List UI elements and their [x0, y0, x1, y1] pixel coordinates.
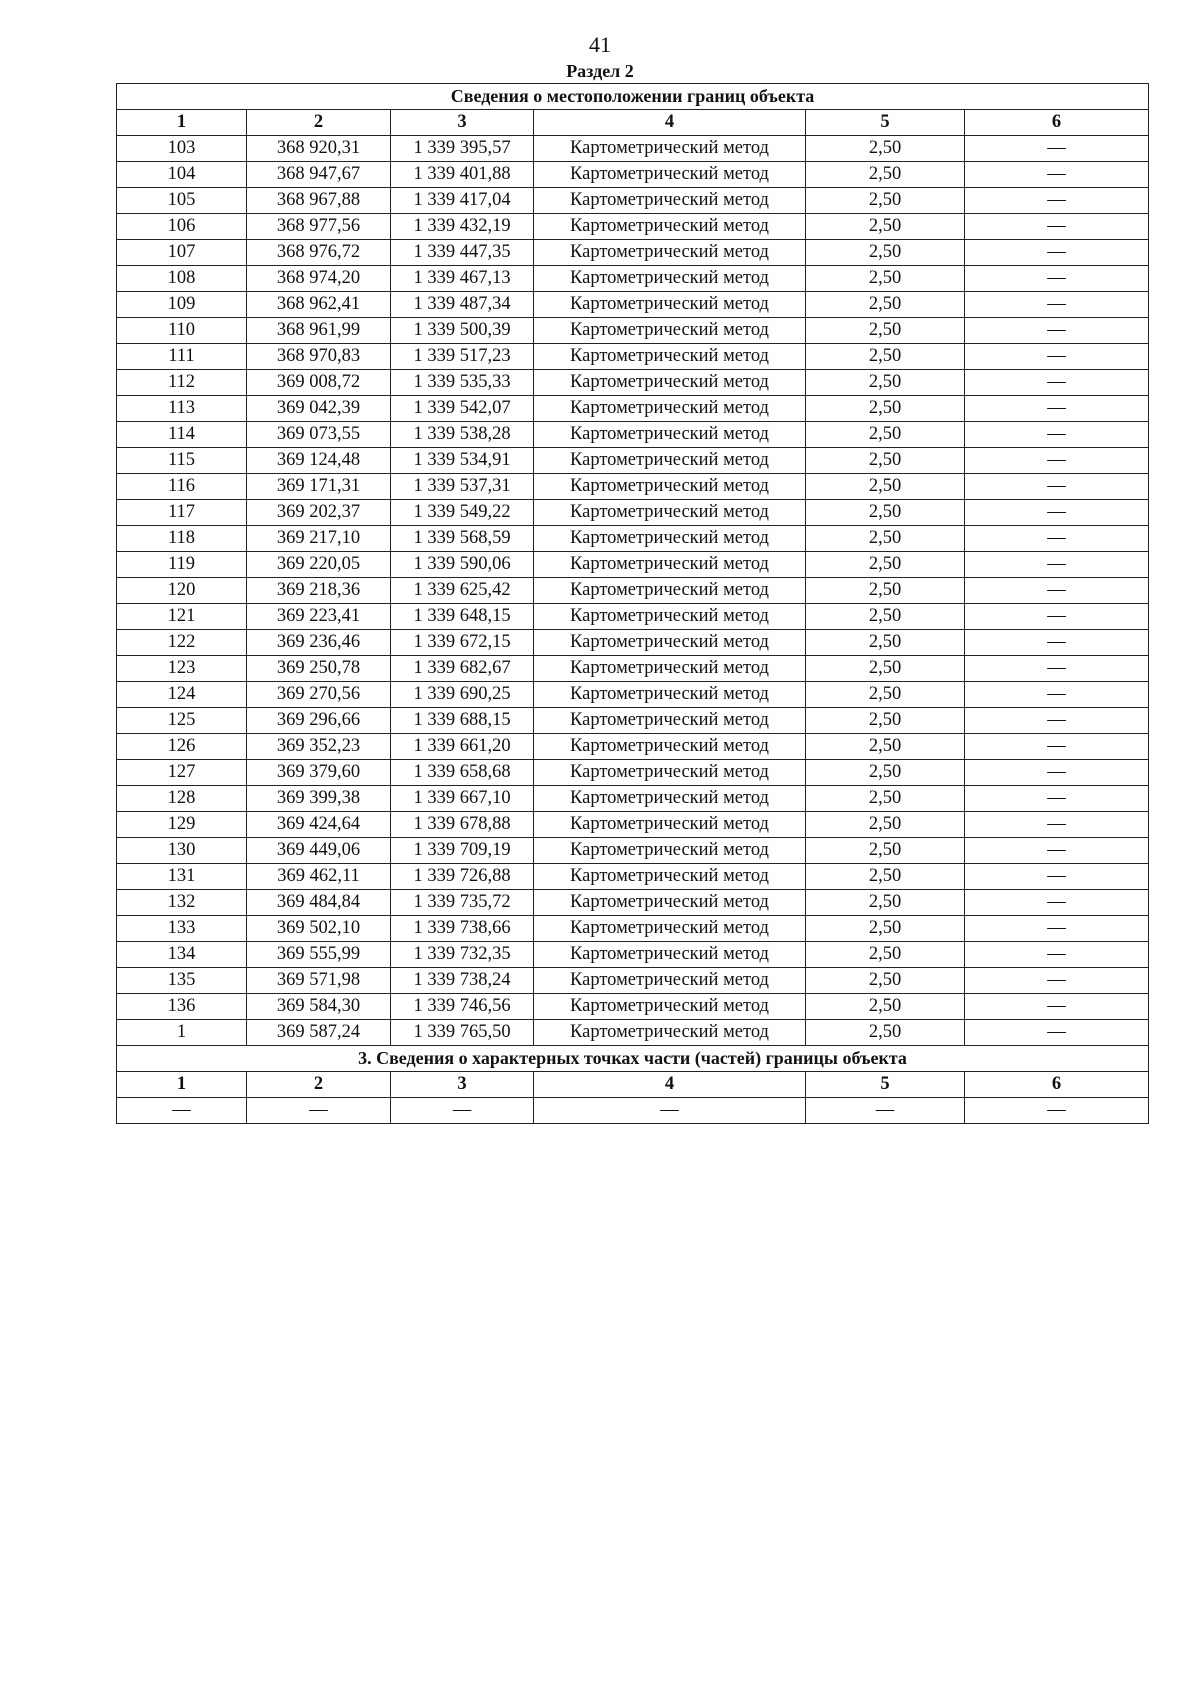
table-row [117, 188, 1149, 214]
table-cell: 121 [117, 604, 247, 630]
table-cell: 109 [117, 292, 247, 318]
table-cell: Картометрический метод [534, 474, 806, 500]
table-cell: 115 [117, 448, 247, 474]
table-cell: Картометрический метод [534, 1020, 806, 1046]
table-cell: 2,50 [806, 968, 965, 994]
table-cell: 369 202,37 [247, 500, 391, 526]
table-cell: 1 339 401,88 [391, 162, 534, 188]
table-cell: 120 [117, 578, 247, 604]
table-cell: 2,50 [806, 786, 965, 812]
page-number: 41 [589, 32, 611, 57]
table-cell: 1 339 667,10 [391, 786, 534, 812]
table-cell: 369 379,60 [247, 760, 391, 786]
table-cell: — [965, 838, 1149, 864]
table-cell: Картометрический метод [534, 318, 806, 344]
table-cell: 2,50 [806, 500, 965, 526]
table-cell: 369 217,10 [247, 526, 391, 552]
table-row [117, 526, 1149, 552]
table-cell: 134 [117, 942, 247, 968]
table-cell: Картометрический метод [534, 448, 806, 474]
table-cell: 1 339 678,88 [391, 812, 534, 838]
table-cell: 2,50 [806, 578, 965, 604]
table-cell: — [965, 916, 1149, 942]
table-cell: 2,50 [806, 136, 965, 162]
table-row [117, 708, 1149, 734]
table-row [117, 474, 1149, 500]
table-cell: 129 [117, 812, 247, 838]
table-cell: Картометрический метод [534, 734, 806, 760]
table-cell: 1 339 658,68 [391, 760, 534, 786]
table-cell: — [965, 734, 1149, 760]
table-cell: 2,50 [806, 760, 965, 786]
table-cell: 2,50 [806, 422, 965, 448]
table-cell: 2,50 [806, 656, 965, 682]
table-cell: 369 042,39 [247, 396, 391, 422]
table-cell: 2,50 [806, 214, 965, 240]
table-cell: Картометрический метод [534, 500, 806, 526]
table-cell: 126 [117, 734, 247, 760]
column-header: 5 [806, 110, 965, 136]
table-cell: — [965, 240, 1149, 266]
table-cell: Картометрический метод [534, 552, 806, 578]
table-cell: Картометрический метод [534, 630, 806, 656]
table-cell: Картометрический метод [534, 760, 806, 786]
table-row [117, 500, 1149, 526]
table-cell: 369 352,23 [247, 734, 391, 760]
table-row [117, 968, 1149, 994]
table-cell: 117 [117, 500, 247, 526]
table-row [117, 240, 1149, 266]
table-cell: 2,50 [806, 864, 965, 890]
table-cell: — [965, 994, 1149, 1020]
table-cell: Картометрический метод [534, 188, 806, 214]
table-cell: 1 339 688,15 [391, 708, 534, 734]
table-cell: — [965, 318, 1149, 344]
table-cell: 125 [117, 708, 247, 734]
table-row [117, 448, 1149, 474]
table-cell: 2,50 [806, 292, 965, 318]
table-cell: — [965, 760, 1149, 786]
table-cell: 2,50 [806, 344, 965, 370]
table-cell: 369 449,06 [247, 838, 391, 864]
table-cell: — [965, 422, 1149, 448]
table-cell: — [391, 1098, 534, 1124]
table-row [117, 890, 1149, 916]
table-cell: 2,50 [806, 318, 965, 344]
table-row [117, 760, 1149, 786]
table-row [117, 552, 1149, 578]
table-cell: Картометрический метод [534, 370, 806, 396]
table-cell: Картометрический метод [534, 682, 806, 708]
table-cell: — [965, 162, 1149, 188]
table-row [117, 656, 1149, 682]
table-cell: Картометрический метод [534, 812, 806, 838]
table-cell: 369 236,46 [247, 630, 391, 656]
boundary-table-body [117, 84, 1149, 1124]
table-cell: 1 339 517,23 [391, 344, 534, 370]
table-cell: 135 [117, 968, 247, 994]
table-cell: 107 [117, 240, 247, 266]
table-cell: 118 [117, 526, 247, 552]
table-cell: 2,50 [806, 552, 965, 578]
table-row [117, 994, 1149, 1020]
table-cell: 1 [117, 1020, 247, 1046]
table-cell: 1 339 735,72 [391, 890, 534, 916]
table-cell: 1 339 487,34 [391, 292, 534, 318]
section3-title-row [117, 1046, 1149, 1072]
table-cell: 132 [117, 890, 247, 916]
table-cell: 2,50 [806, 682, 965, 708]
table-cell: 1 339 661,20 [391, 734, 534, 760]
table-cell: — [965, 370, 1149, 396]
table-row [117, 266, 1149, 292]
table-cell: 1 339 625,42 [391, 578, 534, 604]
table-cell: 369 584,30 [247, 994, 391, 1020]
table-row [117, 682, 1149, 708]
table-row [117, 734, 1149, 760]
table-cell: Картометрический метод [534, 344, 806, 370]
table-title-row [117, 84, 1149, 110]
column-header: 1 [117, 110, 247, 136]
table-cell: 2,50 [806, 604, 965, 630]
table-cell: 1 339 738,24 [391, 968, 534, 994]
table-cell: 369 223,41 [247, 604, 391, 630]
table-cell: Картометрический метод [534, 578, 806, 604]
table-row [117, 864, 1149, 890]
table-cell: — [965, 136, 1149, 162]
table-cell: 369 502,10 [247, 916, 391, 942]
table-cell: 2,50 [806, 734, 965, 760]
table-cell: 136 [117, 994, 247, 1020]
table-cell: 116 [117, 474, 247, 500]
table-cell: 1 339 542,07 [391, 396, 534, 422]
table-row [117, 578, 1149, 604]
table-cell: 128 [117, 786, 247, 812]
table-cell: 369 571,98 [247, 968, 391, 994]
table-cell: 111 [117, 344, 247, 370]
table-cell: 2,50 [806, 162, 965, 188]
table-cell: 368 976,72 [247, 240, 391, 266]
table-cell: 369 073,55 [247, 422, 391, 448]
table-cell: Картометрический метод [534, 604, 806, 630]
table-cell: — [965, 344, 1149, 370]
table-cell: 119 [117, 552, 247, 578]
table-row [117, 370, 1149, 396]
table-cell: 1 339 395,57 [391, 136, 534, 162]
table-row [117, 1098, 1149, 1124]
table-cell: 2,50 [806, 474, 965, 500]
table-row [117, 838, 1149, 864]
table-cell: 1 339 709,19 [391, 838, 534, 864]
table-cell: Картометрический метод [534, 942, 806, 968]
column-header: 4 [534, 1072, 806, 1098]
table-cell: 1 339 417,04 [391, 188, 534, 214]
table-cell: 2,50 [806, 994, 965, 1020]
column-header: 6 [965, 1072, 1149, 1098]
table-cell: — [965, 448, 1149, 474]
table-cell: 2,50 [806, 838, 965, 864]
table-cell: Картометрический метод [534, 266, 806, 292]
table-cell: 1 339 682,67 [391, 656, 534, 682]
table-cell: 1 339 738,66 [391, 916, 534, 942]
table-cell: — [965, 708, 1149, 734]
table-cell: 1 339 672,15 [391, 630, 534, 656]
table-cell: — [965, 188, 1149, 214]
table-cell: Картометрический метод [534, 656, 806, 682]
section-label: Раздел 2 [566, 61, 634, 81]
table-cell: 1 339 549,22 [391, 500, 534, 526]
table-row [117, 942, 1149, 968]
section3-header-row [117, 1072, 1149, 1098]
table-cell: 2,50 [806, 396, 965, 422]
column-header: 2 [247, 110, 391, 136]
table-cell: — [965, 396, 1149, 422]
table-cell: 369 462,11 [247, 864, 391, 890]
table-cell: 1 339 690,25 [391, 682, 534, 708]
table-cell: 105 [117, 188, 247, 214]
table-cell: Картометрический метод [534, 838, 806, 864]
table-cell: 369 171,31 [247, 474, 391, 500]
table-cell: 1 339 500,39 [391, 318, 534, 344]
table-cell: 2,50 [806, 188, 965, 214]
table-cell: 114 [117, 422, 247, 448]
column-header-row [117, 110, 1149, 136]
table-row [117, 786, 1149, 812]
table-cell: — [965, 526, 1149, 552]
table-row [117, 162, 1149, 188]
table-cell: 127 [117, 760, 247, 786]
table-cell: 1 339 534,91 [391, 448, 534, 474]
table-cell: — [965, 890, 1149, 916]
table-cell: 368 967,88 [247, 188, 391, 214]
table-cell: 113 [117, 396, 247, 422]
table-cell: — [965, 552, 1149, 578]
table-cell: Картометрический метод [534, 292, 806, 318]
table-cell: 369 296,66 [247, 708, 391, 734]
table-cell: 368 977,56 [247, 214, 391, 240]
table-row [117, 630, 1149, 656]
table-cell: 110 [117, 318, 247, 344]
table-cell: 1 339 746,56 [391, 994, 534, 1020]
table-cell: Картометрический метод [534, 526, 806, 552]
column-header: 6 [965, 110, 1149, 136]
table-cell: Картометрический метод [534, 864, 806, 890]
table-cell: 2,50 [806, 448, 965, 474]
table-cell: 122 [117, 630, 247, 656]
table-cell: 106 [117, 214, 247, 240]
table-cell: 112 [117, 370, 247, 396]
table-cell: — [965, 812, 1149, 838]
table-cell: 369 555,99 [247, 942, 391, 968]
table-row [117, 396, 1149, 422]
table-cell: Картометрический метод [534, 240, 806, 266]
table-cell: — [965, 968, 1149, 994]
table-cell: 369 250,78 [247, 656, 391, 682]
table-cell: 369 587,24 [247, 1020, 391, 1046]
table-cell: — [534, 1098, 806, 1124]
table-cell: 2,50 [806, 240, 965, 266]
table-cell: 2,50 [806, 266, 965, 292]
table-cell: 1 339 432,19 [391, 214, 534, 240]
table-cell: — [117, 1098, 247, 1124]
table-cell: 369 484,84 [247, 890, 391, 916]
table-row [117, 1020, 1149, 1046]
column-header: 2 [247, 1072, 391, 1098]
table-cell: 2,50 [806, 630, 965, 656]
table-cell: 108 [117, 266, 247, 292]
column-header: 3 [391, 1072, 534, 1098]
section3-title: 3. Сведения о характерных точках части (частей) границы объекта [117, 1046, 1149, 1072]
table-row [117, 344, 1149, 370]
table-row [117, 604, 1149, 630]
table-cell: 369 424,64 [247, 812, 391, 838]
table-cell: — [965, 786, 1149, 812]
table-cell: Картометрический метод [534, 994, 806, 1020]
table-cell: — [965, 864, 1149, 890]
table-cell: 369 270,56 [247, 682, 391, 708]
table-cell: — [965, 266, 1149, 292]
table-title: Сведения о местоположении границ объекта [117, 84, 1149, 110]
table-cell: — [965, 214, 1149, 240]
table-cell: 2,50 [806, 1020, 965, 1046]
table-cell: 1 339 467,13 [391, 266, 534, 292]
table-cell: 1 339 648,15 [391, 604, 534, 630]
table-cell: — [965, 500, 1149, 526]
table-cell: Картометрический метод [534, 968, 806, 994]
table-cell: — [965, 604, 1149, 630]
table-row [117, 214, 1149, 240]
table-cell: 368 970,83 [247, 344, 391, 370]
table-cell: 130 [117, 838, 247, 864]
table-cell: 368 920,31 [247, 136, 391, 162]
table-cell: Картометрический метод [534, 890, 806, 916]
table-cell: 1 339 590,06 [391, 552, 534, 578]
table-cell: — [965, 682, 1149, 708]
table-cell: 368 962,41 [247, 292, 391, 318]
table-cell: 369 399,38 [247, 786, 391, 812]
table-cell: — [965, 578, 1149, 604]
table-cell: 2,50 [806, 942, 965, 968]
table-cell: 124 [117, 682, 247, 708]
table-cell: 2,50 [806, 890, 965, 916]
table-cell: Картометрический метод [534, 916, 806, 942]
table-row [117, 812, 1149, 838]
table-cell: Картометрический метод [534, 136, 806, 162]
table-cell: — [247, 1098, 391, 1124]
table-cell: — [965, 942, 1149, 968]
table-cell: 131 [117, 864, 247, 890]
table-cell: 368 961,99 [247, 318, 391, 344]
table-row [117, 916, 1149, 942]
table-cell: 123 [117, 656, 247, 682]
table-row [117, 318, 1149, 344]
table-cell: Картометрический метод [534, 162, 806, 188]
table-cell: 1 339 538,28 [391, 422, 534, 448]
table-cell: — [965, 1098, 1149, 1124]
column-header: 4 [534, 110, 806, 136]
table-cell: 369 124,48 [247, 448, 391, 474]
table-cell: 103 [117, 136, 247, 162]
table-cell: — [965, 1020, 1149, 1046]
table-cell: 1 339 765,50 [391, 1020, 534, 1046]
table-row [117, 422, 1149, 448]
table-cell: 369 220,05 [247, 552, 391, 578]
table-cell: — [965, 656, 1149, 682]
column-header: 1 [117, 1072, 247, 1098]
table-cell: Картометрический метод [534, 396, 806, 422]
table-cell: 2,50 [806, 916, 965, 942]
table-cell: 1 339 568,59 [391, 526, 534, 552]
table-cell: 368 947,67 [247, 162, 391, 188]
table-cell: 368 974,20 [247, 266, 391, 292]
table-cell: — [806, 1098, 965, 1124]
table-cell: — [965, 474, 1149, 500]
table-cell: 369 218,36 [247, 578, 391, 604]
table-cell: 1 339 447,35 [391, 240, 534, 266]
table-cell: Картометрический метод [534, 708, 806, 734]
table-cell: 104 [117, 162, 247, 188]
table-row [117, 136, 1149, 162]
table-cell: — [965, 630, 1149, 656]
table-cell: 1 339 537,31 [391, 474, 534, 500]
table-row [117, 292, 1149, 318]
table-cell: 2,50 [806, 812, 965, 838]
table-cell: 1 339 535,33 [391, 370, 534, 396]
table-cell: Картометрический метод [534, 786, 806, 812]
table-cell: — [965, 292, 1149, 318]
table-cell: 2,50 [806, 526, 965, 552]
table-cell: 1 339 732,35 [391, 942, 534, 968]
column-header: 5 [806, 1072, 965, 1098]
table-cell: 2,50 [806, 370, 965, 396]
table-cell: 2,50 [806, 708, 965, 734]
table-cell: 369 008,72 [247, 370, 391, 396]
table-cell: 133 [117, 916, 247, 942]
table-cell: Картометрический метод [534, 214, 806, 240]
boundary-table [116, 83, 1149, 1124]
column-header: 3 [391, 110, 534, 136]
table-cell: 1 339 726,88 [391, 864, 534, 890]
table-cell: Картометрический метод [534, 422, 806, 448]
